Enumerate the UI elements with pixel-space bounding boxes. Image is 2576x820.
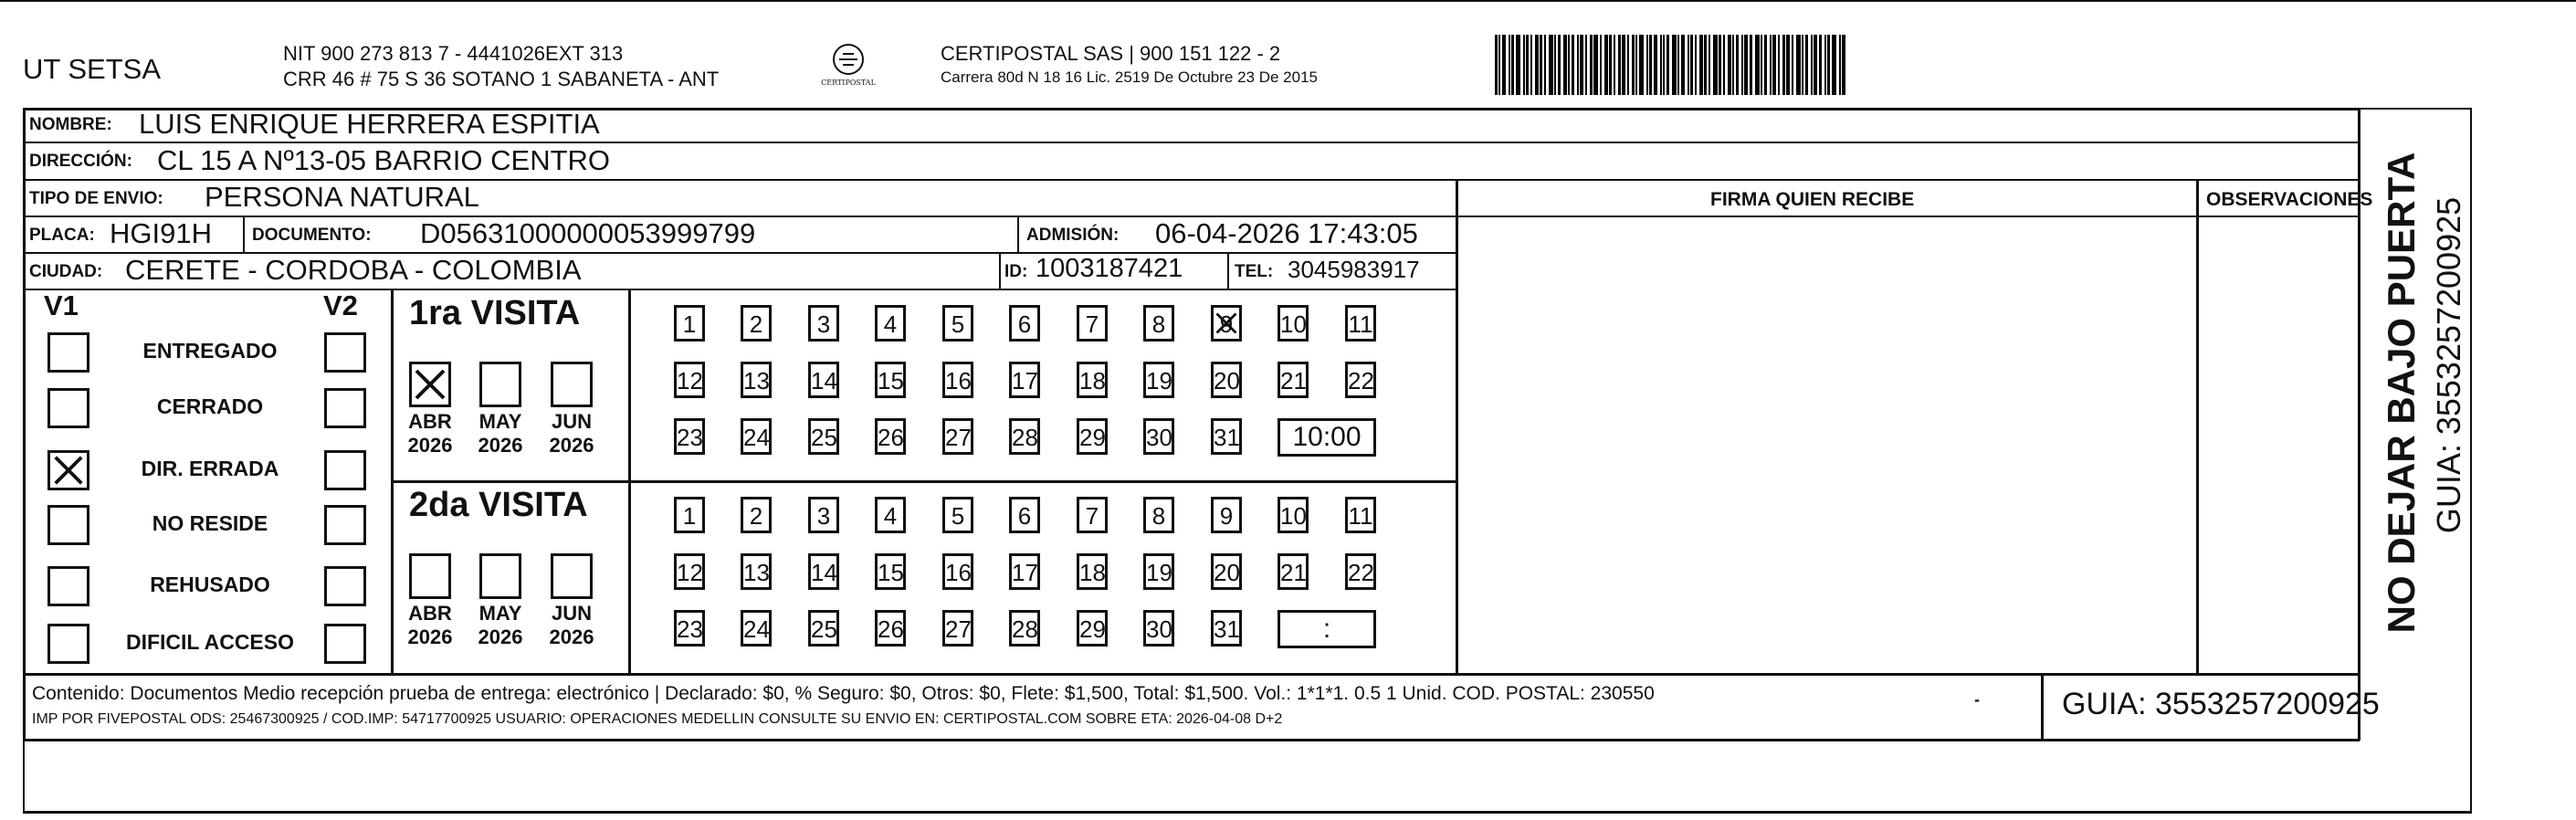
day-box[interactable]: 19 <box>1143 362 1174 398</box>
placa-divider <box>243 216 245 252</box>
admision-divider <box>1017 216 1019 252</box>
day-box[interactable]: 31 <box>1211 418 1242 455</box>
footer-contenido: Contenido: Documentos Medio recepción prueba de entrega: electrónico | Declarado: $0, % Seguro: $0, Otros: $0, Flete: $1,500, Total: $1,500. Vol.: 1*1*1. 0.5 1 Unid. COD. POSTAL: 230550 <box>32 683 1655 704</box>
barcode-bar <box>1502 35 1506 95</box>
day-box[interactable]: 1 <box>674 305 705 342</box>
day-box[interactable]: 13 <box>741 553 772 590</box>
documento-label: DOCUMENTO: <box>252 226 372 245</box>
barcode-bar <box>1824 35 1826 95</box>
day-box[interactable]: 9 <box>1211 497 1242 533</box>
day-box[interactable]: 2 <box>741 497 772 533</box>
status-label: DIFICIL ACCESO <box>125 630 294 654</box>
month-label <box>403 602 457 649</box>
barcode-bar <box>1635 35 1637 95</box>
placa-label: PLACA: <box>29 226 95 245</box>
barcode-bar <box>1713 35 1718 95</box>
day-box[interactable]: 21 <box>1277 553 1309 590</box>
day-box[interactable]: 8 <box>1143 305 1174 342</box>
barcode-bar <box>1568 35 1570 95</box>
barcode-bar <box>1632 35 1635 95</box>
month-name: MAY <box>478 410 522 433</box>
footer-imp: IMP POR FIVEPOSTAL ODS: 25467300925 / COD.IMP: 54717700925 USUARIO: OPERACIONES MEDELLIN CONSULTE SU ENVIO EN: CERTIPOSTAL.COM SOBRE ETA: 2026-04-08 D+2 <box>32 711 1283 727</box>
month-name: ABR <box>408 602 452 625</box>
day-box[interactable]: 6 <box>1009 305 1040 342</box>
status-v2-checkbox[interactable] <box>324 505 366 545</box>
barcode-bar <box>1688 35 1689 95</box>
day-box[interactable]: 3 <box>808 497 839 533</box>
page-frame-bottom <box>23 811 2470 814</box>
visit-divider <box>391 480 1457 483</box>
nit-line: NIT 900 273 813 7 - 4441026EXT 313 <box>283 42 624 65</box>
barcode-bar <box>1622 35 1625 95</box>
check-mark-icon <box>1214 308 1239 339</box>
barcode-bar <box>1802 35 1803 95</box>
barcode-bar <box>1535 35 1539 95</box>
barcode-bar <box>1672 35 1677 95</box>
barcode-bar <box>1761 35 1762 95</box>
status-label: DIR. ERRADA <box>141 457 279 480</box>
barcode-bar <box>1811 35 1813 95</box>
barcode-bar <box>1782 35 1785 95</box>
side-guia: GUIA: 3553257200925 <box>2430 196 2467 534</box>
day-box[interactable]: 16 <box>942 553 973 590</box>
day-box[interactable]: 14 <box>808 362 839 398</box>
barcode-bar <box>1778 35 1780 95</box>
month-year: 2026 <box>549 434 594 457</box>
check-mark-icon <box>50 453 87 488</box>
day-box[interactable]: 15 <box>875 553 906 590</box>
day-box[interactable]: 14 <box>808 553 839 590</box>
day-box[interactable]: 29 <box>1077 610 1108 647</box>
day-box[interactable]: 7 <box>1077 497 1108 533</box>
day-box[interactable]: 18 <box>1077 362 1108 398</box>
barcode-bar <box>1544 35 1546 95</box>
day-box[interactable]: 13 <box>741 362 772 398</box>
ciudad-value: CERETE - CORDOBA - COLOMBIA <box>125 254 582 286</box>
day-box[interactable]: 12 <box>674 553 705 590</box>
barcode-bar <box>1530 35 1532 95</box>
month-label <box>473 602 528 649</box>
barcode-bar <box>1728 35 1731 95</box>
company-name: UT SETSA <box>23 53 162 85</box>
placa-value: HGI91H <box>110 217 212 249</box>
month-checkbox[interactable] <box>551 553 593 599</box>
v2-label: V2 <box>323 289 358 321</box>
day-box[interactable]: 20 <box>1211 362 1242 398</box>
barcode <box>1495 35 2000 95</box>
status-v1-checkbox[interactable] <box>47 566 89 606</box>
form-bottom-border <box>23 739 2360 741</box>
day-box[interactable]: 20 <box>1211 553 1242 590</box>
row-sep-5 <box>23 289 1456 290</box>
day-box[interactable]: 1 <box>674 497 705 533</box>
tipo-value: PERSONA NATURAL <box>205 181 479 213</box>
barcode-bar <box>1540 35 1542 95</box>
barcode-bar <box>1832 35 1836 95</box>
day-box[interactable]: 23 <box>674 418 705 455</box>
admision-label: ADMISIÓN: <box>1026 226 1120 245</box>
status-v1-checkbox[interactable] <box>47 450 89 490</box>
page-frame-left <box>23 741 25 814</box>
barcode-bar <box>1654 35 1657 95</box>
day-box[interactable]: 25 <box>808 610 839 647</box>
barcode-bar <box>1690 35 1693 95</box>
barcode-bar <box>1699 35 1703 95</box>
day-box[interactable]: 8 <box>1143 497 1174 533</box>
footer-dash: - <box>1974 690 1980 709</box>
barcode-bar <box>1526 35 1529 95</box>
barcode-bar <box>1732 35 1734 95</box>
month-year: 2026 <box>478 626 523 648</box>
day-box[interactable]: 28 <box>1009 610 1040 647</box>
barcode-bar <box>1827 35 1830 95</box>
month-year: 2026 <box>549 626 594 648</box>
barcode-bar <box>1627 35 1629 95</box>
time-box[interactable]: 10:00 <box>1277 418 1376 457</box>
barcode-bar <box>1604 35 1608 95</box>
day-box[interactable]: 22 <box>1345 362 1376 398</box>
day-box[interactable]: 6 <box>1009 497 1040 533</box>
barcode-bar <box>1772 35 1776 95</box>
barcode-bar <box>1577 35 1579 95</box>
status-v2-checkbox[interactable] <box>324 388 366 428</box>
status-label: CERRADO <box>156 394 264 418</box>
barcode-bar <box>1750 35 1752 95</box>
day-box[interactable]: 24 <box>741 418 772 455</box>
barcode-bar <box>1585 35 1587 95</box>
month-label <box>403 410 457 457</box>
barcode-bar <box>1660 35 1662 95</box>
month-year: 2026 <box>478 434 523 457</box>
nombre-value: LUIS ENRIQUE HERRERA ESPITIA <box>139 108 600 140</box>
barcode-bar <box>1719 35 1721 95</box>
svg-text:CERTIPOSTAL: CERTIPOSTAL <box>821 79 876 87</box>
barcode-bar <box>1819 35 1822 95</box>
barcode-bar <box>1796 35 1801 95</box>
barcode-bar <box>1600 35 1602 95</box>
barcode-bar <box>1609 35 1612 95</box>
barcode-bar <box>1646 35 1648 95</box>
barcode-bar <box>1695 35 1697 95</box>
barcode-bar <box>1614 35 1615 95</box>
barcode-bar <box>1554 35 1556 95</box>
month-name: ABR <box>408 410 452 433</box>
footer-top-border <box>23 673 2360 676</box>
firma-header: FIRMA QUIEN RECIBE <box>1710 189 1915 210</box>
footer-divider <box>2041 673 2044 741</box>
month-checkbox[interactable] <box>479 362 521 407</box>
time-box[interactable]: : <box>1277 610 1376 648</box>
month-year: 2026 <box>407 434 453 457</box>
id-divider <box>999 252 1001 289</box>
day-box[interactable]: 25 <box>808 418 839 455</box>
day-box[interactable]: 9 <box>1211 305 1242 342</box>
status-v1-checkbox[interactable] <box>47 505 89 545</box>
day-box[interactable]: 12 <box>674 362 705 398</box>
day-box[interactable]: 7 <box>1077 305 1108 342</box>
certipostal-line2: Carrera 80d N 18 16 Lic. 2519 De Octubre 23 De 2015 <box>941 68 1318 86</box>
check-mark-icon <box>412 364 448 405</box>
barcode-bar <box>1709 35 1710 95</box>
day-box[interactable]: 21 <box>1277 362 1309 398</box>
nombre-label: NOMBRE: <box>29 115 112 134</box>
barcode-bar <box>1677 35 1679 95</box>
direccion-value: CL 15 A Nº13-05 BARRIO CENTRO <box>157 144 611 176</box>
direccion-label: DIRECCIÓN: <box>29 152 132 171</box>
day-box[interactable]: 2 <box>741 305 772 342</box>
form-left-border <box>23 108 26 741</box>
barcode-bar <box>1764 35 1767 95</box>
tel-divider <box>1227 252 1229 289</box>
day-box[interactable]: 11 <box>1345 305 1376 342</box>
month-name: JUN <box>551 602 592 625</box>
row-sep-1 <box>23 142 2360 143</box>
barcode-bar <box>1744 35 1748 95</box>
visit-title: 1ra VISITA <box>409 294 581 332</box>
certipostal-logo <box>815 41 881 94</box>
day-box[interactable]: 3 <box>808 305 839 342</box>
firma-divider <box>1456 179 1458 674</box>
v1-label: V1 <box>44 289 79 321</box>
month-name: MAY <box>478 602 522 625</box>
day-box[interactable]: 18 <box>1077 553 1108 590</box>
day-box[interactable]: 5 <box>942 497 973 533</box>
month-name: JUN <box>551 410 592 433</box>
page-frame-right <box>2470 108 2472 814</box>
footer-guia: GUIA: 3553257200925 <box>2062 687 2380 721</box>
barcode-bar <box>1842 35 1845 95</box>
month-checkbox[interactable] <box>551 362 593 407</box>
month-label <box>544 602 599 649</box>
barcode-bar <box>1839 35 1841 95</box>
visit-title: 2da VISITA <box>409 486 588 524</box>
tel-label: TEL: <box>1235 262 1274 281</box>
day-box[interactable]: 26 <box>875 610 906 647</box>
barcode-bar <box>1498 35 1500 95</box>
barcode-bar <box>1580 35 1583 95</box>
month-label <box>473 410 528 457</box>
tipo-label: TIPO DE ENVIO: <box>29 189 163 208</box>
status-label: ENTREGADO <box>142 339 278 363</box>
barcode-bar <box>1509 35 1510 95</box>
barcode-bar <box>1663 35 1665 95</box>
ciudad-label: CIUDAD: <box>29 262 103 281</box>
barcode-bar <box>1495 35 1498 95</box>
day-box[interactable]: 30 <box>1143 610 1174 647</box>
day-box[interactable]: 23 <box>674 610 705 647</box>
barcode-bar <box>1792 35 1793 95</box>
admision-value: 06-04-2026 17:43:05 <box>1155 217 1418 249</box>
day-box[interactable]: 17 <box>1009 553 1040 590</box>
day-box[interactable]: 27 <box>942 610 973 647</box>
status-label: REHUSADO <box>150 573 270 596</box>
day-box[interactable]: 10 <box>1277 497 1309 533</box>
day-box[interactable]: 17 <box>1009 362 1040 398</box>
status-label: NO RESIDE <box>152 511 268 535</box>
month-checkbox[interactable] <box>479 553 521 599</box>
barcode-bar <box>1723 35 1725 95</box>
barcode-bar <box>1511 35 1514 95</box>
month-year: 2026 <box>407 626 453 648</box>
barcode-bar <box>1549 35 1553 95</box>
barcode-bar <box>1805 35 1808 95</box>
status-v2-checkbox[interactable] <box>324 566 366 606</box>
barcode-bar <box>1572 35 1574 95</box>
day-box[interactable]: 10 <box>1277 305 1309 342</box>
month-label <box>544 410 599 457</box>
page-frame-top-right <box>2358 108 2471 110</box>
day-box[interactable]: 24 <box>741 610 772 647</box>
day-box[interactable]: 4 <box>875 497 906 533</box>
barcode-bar <box>1516 35 1520 95</box>
day-box[interactable]: 27 <box>942 418 973 455</box>
day-box[interactable]: 22 <box>1345 553 1376 590</box>
barcode-bar <box>1786 35 1790 95</box>
day-box[interactable]: 26 <box>875 418 906 455</box>
barcode-bar <box>1681 35 1685 95</box>
day-box[interactable]: 11 <box>1345 497 1376 533</box>
barcode-bar <box>1639 35 1644 95</box>
barcode-bar <box>1755 35 1760 95</box>
day-box[interactable]: 31 <box>1211 610 1242 647</box>
observaciones-header: OBSERVACIONES <box>2206 189 2373 210</box>
id-label: ID: <box>1004 262 1028 281</box>
status-v2-checkbox[interactable] <box>324 450 366 490</box>
month-checkbox[interactable] <box>409 553 451 599</box>
status-v2-checkbox[interactable] <box>324 332 366 373</box>
barcode-bar <box>1649 35 1652 95</box>
barcode-bar <box>1523 35 1525 95</box>
months-days-divider <box>628 289 631 673</box>
day-box[interactable]: 19 <box>1143 553 1174 590</box>
day-box[interactable]: 16 <box>942 362 973 398</box>
observaciones-divider <box>2196 179 2199 674</box>
barcode-bar <box>1770 35 1772 95</box>
barcode-bar <box>1590 35 1593 95</box>
day-box[interactable]: 15 <box>875 362 906 398</box>
no-dejar-bajo-puerta: NO DEJAR BAJO PUERTA <box>2380 152 2423 634</box>
day-box[interactable]: 4 <box>875 305 906 342</box>
barcode-bar <box>1814 35 1817 95</box>
day-box[interactable]: 28 <box>1009 418 1040 455</box>
barcode-bar <box>1667 35 1669 95</box>
id-value: 1003187421 <box>1036 254 1183 283</box>
top-edge-line <box>0 0 2576 2</box>
tel-value: 3045983917 <box>1288 256 1420 283</box>
day-box[interactable]: 5 <box>942 305 973 342</box>
month-checkbox[interactable] <box>409 362 451 407</box>
barcode-bar <box>1736 35 1739 95</box>
status-v1-checkbox[interactable] <box>47 624 89 664</box>
status-v1-checkbox[interactable] <box>47 332 89 373</box>
barcode-bar <box>1618 35 1621 95</box>
documento-value: D05631000000053999799 <box>420 217 756 249</box>
barcode-bar <box>1593 35 1598 95</box>
status-v2-checkbox[interactable] <box>324 624 366 664</box>
day-box[interactable]: 29 <box>1077 418 1108 455</box>
barcode-bar <box>1704 35 1707 95</box>
address-line: CRR 46 # 75 S 36 SOTANO 1 SABANETA - ANT <box>283 68 720 90</box>
barcode-bar <box>1741 35 1743 95</box>
status-v1-checkbox[interactable] <box>47 388 89 428</box>
day-box[interactable]: 30 <box>1143 418 1174 455</box>
certipostal-line1: CERTIPOSTAL SAS | 900 151 122 - 2 <box>941 42 1281 65</box>
barcode-bar <box>1563 35 1567 95</box>
barcode-bar <box>1558 35 1561 95</box>
